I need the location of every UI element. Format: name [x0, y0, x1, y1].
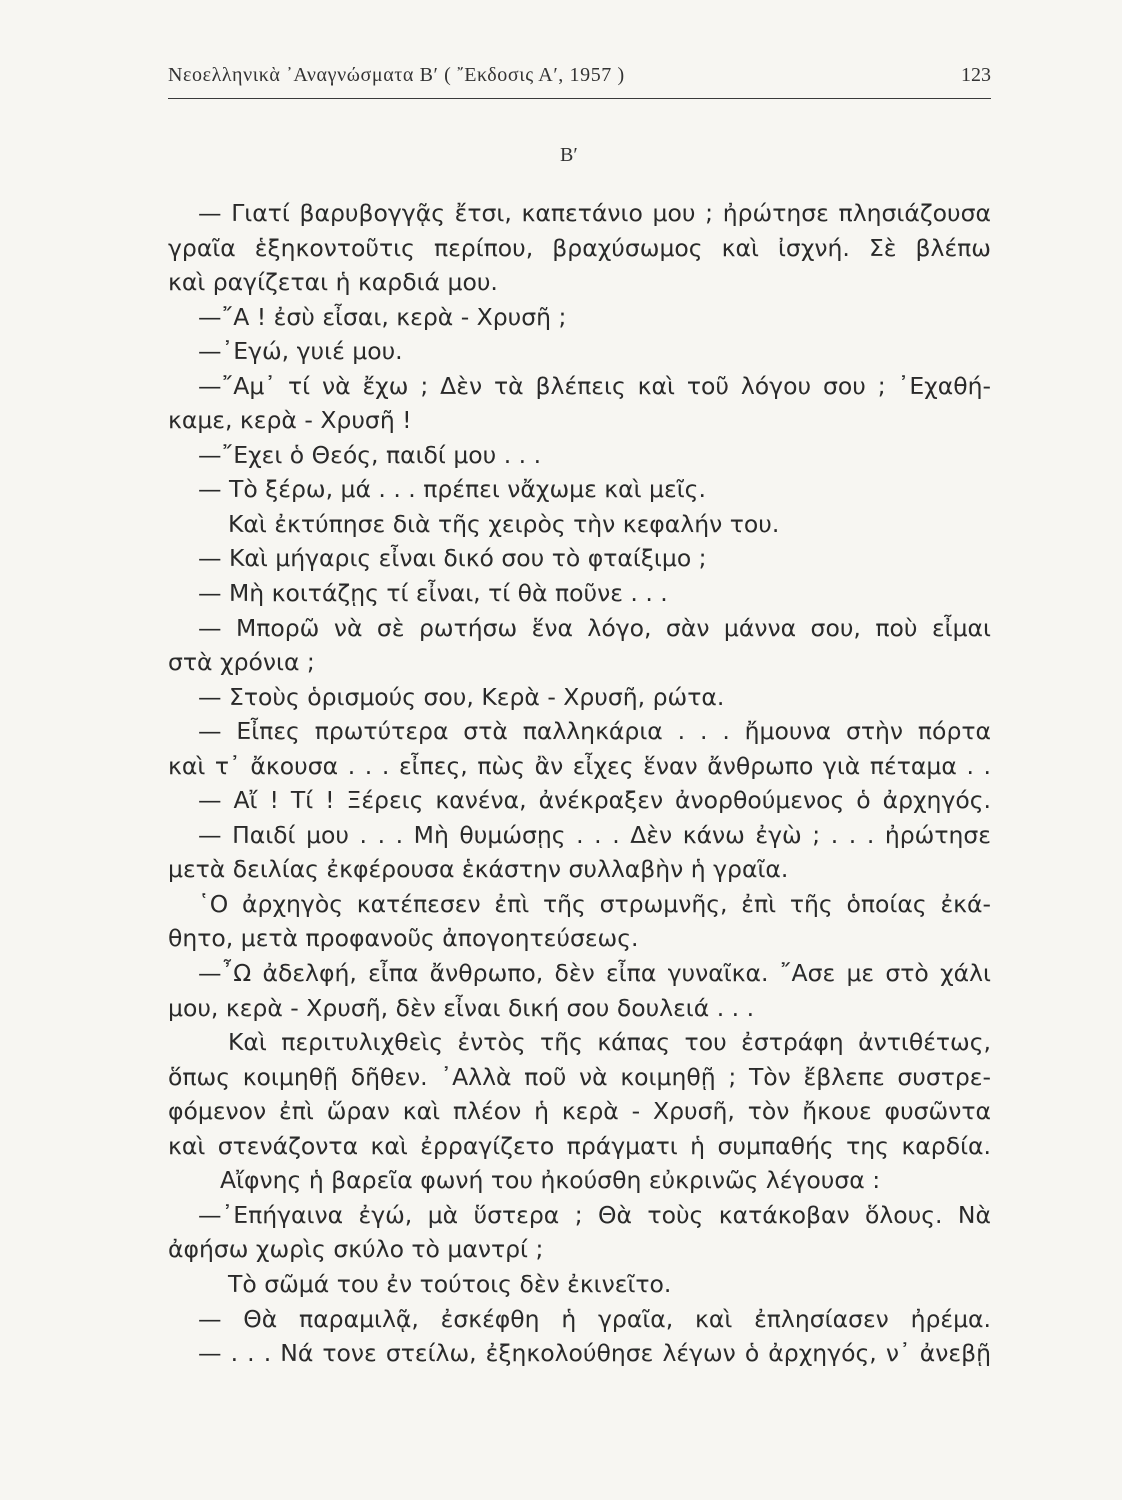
text-line: γραῖα ἑξηκοντοῦτις περίπου, βραχύσωμος καὶ ἰσχνή. Σὲ βλέπω [168, 233, 991, 262]
text-line: μου, κερὰ - Χρυσῆ, δὲν εἶναι δική σου δουλειά . . . [168, 993, 755, 1022]
text-line: — . . . Νά τονε στείλω, ἐξηκολούθησε λέγων ὁ ἀρχηγός, ν᾿ ἀνεβῇ [198, 1339, 991, 1368]
text-line: — Γιατί βαρυβογγᾷς ἔτσι, καπετάνιο μου ; ἠρώτησε πλησιάζουσα [198, 199, 991, 227]
text-line: — Αἴ ! Τί ! Ξέρεις κανένα, ἀνέκραξεν ἀνορθούμενος ὁ ἀρχηγός. [198, 786, 991, 815]
text-line: —῎Α ! ἐσὺ εἶσαι, κερὰ - Χρυσῆ ; [198, 302, 567, 331]
text-line: Τὸ σῶμά του ἐν τούτοις δὲν ἐκινεῖτο. [228, 1269, 672, 1298]
text-line: στὰ χρόνια ; [168, 648, 315, 677]
text-line: μετὰ δειλίας ἐκφέρουσα ἑκάστην συλλαβὴν ἡ γραῖα. [168, 855, 789, 884]
text-line: — Καὶ μήγαρις εἶναι δικό σου τὸ φταίξιμο ; [198, 544, 707, 573]
section-heading: Β′ [560, 144, 578, 166]
running-header [168, 62, 991, 99]
text-line: — Εἶπες πρωτύτερα στὰ παλληκάρια . . . ἤμουνα στὴν πόρτα [198, 717, 991, 746]
text-line: — Στοὺς ὁρισμούς σου, Κερὰ - Χρυσῆ, ρώτα. [198, 682, 725, 711]
running-header-title: Νεοελληνικὰ ᾿Αναγνώσματα Β′ ( ῎Εκδοσις Α′, 1957 ) [168, 64, 625, 86]
page-number: 123 [961, 64, 991, 86]
text-line: Καὶ περιτυλιχθεὶς ἐντὸς τῆς κάπας του ἐστράφη ἀντιθέτως, [228, 1028, 991, 1057]
text-line: φόμενον ἐπὶ ὥραν καὶ πλέον ἡ κερὰ - Χρυσῆ, τὸν ἤκουε φυσῶντα [168, 1097, 991, 1126]
text-line: Αἴφνης ἡ βαρεῖα φωνή του ἠκούσθη εὐκρινῶς λέγουσα : [220, 1166, 881, 1195]
text-line: καμε, κερὰ - Χρυσῆ ! [168, 406, 412, 435]
text-line: ῾Ο ἀρχηγὸς κατέπεσεν ἐπὶ τῆς στρωμνῆς, ἐπὶ τῆς ὁποίας ἐκά- [198, 889, 991, 918]
text-line: —᾿Εγώ, γυιέ μου. [198, 337, 403, 366]
text-line: — Μὴ κοιτάζῃς τί εἶναι, τί θὰ ποῦνε . . . [198, 579, 668, 608]
body-text [168, 196, 991, 1371]
text-line: Καὶ ἐκτύπησε διὰ τῆς χειρὸς τὴν κεφαλήν του. [228, 509, 780, 538]
text-line: θητο, μετὰ προφανοῦς ἀπογοητεύσεως. [168, 924, 639, 953]
text-line: ἀφήσω χωρὶς σκύλο τὸ μαντρί ; [168, 1235, 544, 1264]
text-line: καὶ στενάζοντα καὶ ἐρραγίζετο πράγματι ἡ συμπαθής της καρδία. [168, 1131, 991, 1160]
text-line: — Μπορῶ νὰ σὲ ρωτήσω ἕνα λόγο, σὰν μάννα σου, ποὺ εἶμαι [198, 613, 991, 642]
text-line: —῏Ω ἀδελφή, εἶπα ἄνθρωπο, δὲν εἶπα γυναῖκα. ῎Ασε με στὸ χάλι [198, 959, 991, 988]
text-line: —῎Εχει ὁ Θεός, παιδί μου . . . [198, 440, 542, 469]
text-line: —῎Αμ᾿ τί νὰ ἔχω ; Δὲν τὰ βλέπεις καὶ τοῦ λόγου σου ; ᾿Εχαθή- [198, 371, 991, 400]
text-line: καὶ τ᾿ ἄκουσα . . . εἶπες, πὼς ἂν εἶχες ἕναν ἄνθρωπο γιὰ πέταμα . . [168, 751, 991, 780]
text-line: — Τὸ ξέρω, μά . . . πρέπει νἄχωμε καὶ μεῖς. [198, 475, 706, 504]
text-line: — Παιδί μου . . . Μὴ θυμώσῃς . . . Δὲν κάνω ἐγὼ ; . . . ἠρώτησε [198, 820, 991, 849]
text-line: καὶ ραγίζεται ἡ καρδιά μου. [168, 268, 498, 297]
text-line: — Θὰ παραμιλᾷ, ἐσκέφθη ἡ γραῖα, καὶ ἐπλησίασεν ἠρέμα. [198, 1304, 991, 1333]
text-line: ὅπως κοιμηθῇ δῆθεν. ᾿Αλλὰ ποῦ νὰ κοιμηθῇ ; Τὸν ἔβλεπε συστρε- [168, 1062, 991, 1091]
text-line: —᾿Επήγαινα ἐγώ, μὰ ὕστερα ; Θὰ τοὺς κατάκοβαν ὅλους. Νὰ [198, 1200, 991, 1229]
